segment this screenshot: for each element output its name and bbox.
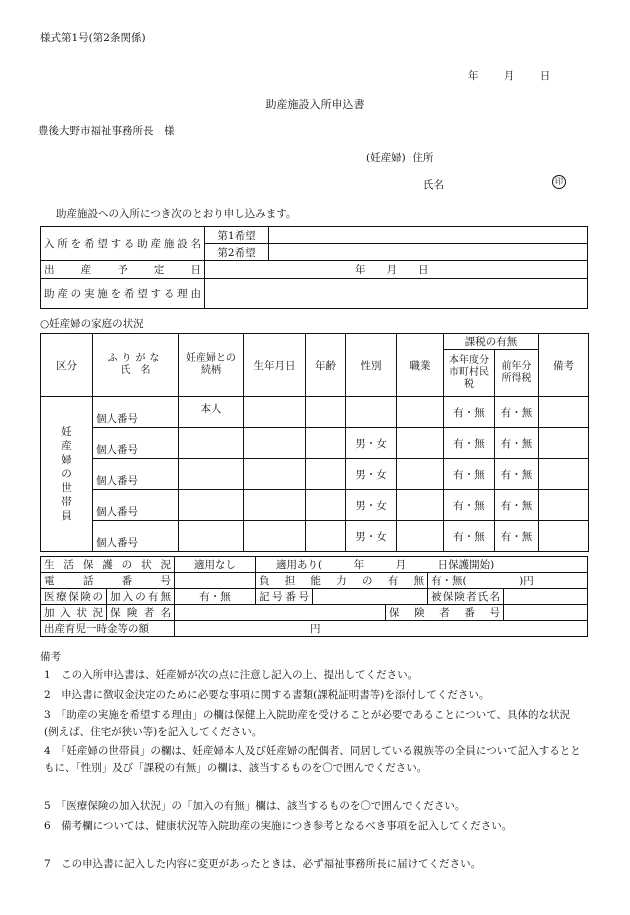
reason-label: 助産の実施を希望する理由 <box>41 279 205 309</box>
sex-field[interactable]: 男・女 <box>346 459 397 490</box>
date-year-label: 年 <box>468 70 479 82</box>
birth-field[interactable] <box>244 397 306 428</box>
job-field[interactable] <box>397 428 444 459</box>
lumpsum-field[interactable] <box>175 621 588 637</box>
note-item: 2 申込書に徴収金決定のために必要な事項に関する書類(課税証明書等)を添付してください。 <box>44 689 490 701</box>
notes-field[interactable] <box>539 428 589 459</box>
tax-current-header: 本年度分市町村民税 <box>444 350 495 397</box>
id-number-label: 個人番号 <box>96 537 138 549</box>
tax-prev-header: 前年分所得税 <box>495 350 539 397</box>
tax-prev-field[interactable]: 有・無 <box>495 521 539 552</box>
first-choice-label: 第1希望 <box>205 227 269 244</box>
tax-prev-field[interactable]: 有・無 <box>495 397 539 428</box>
reason-field[interactable] <box>205 279 588 309</box>
notes-field[interactable] <box>539 397 589 428</box>
family-table <box>40 333 589 552</box>
welfare-none-option[interactable]: 適用なし <box>175 557 256 573</box>
furigana-header: ふりがな <box>107 353 164 364</box>
sex-header: 性別 <box>346 334 397 397</box>
birth-field[interactable] <box>244 521 306 552</box>
notes-field[interactable] <box>539 521 589 552</box>
tax-current-field[interactable]: 有・無 <box>444 428 495 459</box>
symbol-number-field[interactable] <box>313 589 428 605</box>
household-label: 妊産婦の世帯員 <box>61 426 72 522</box>
insurance-label-bottom: 加入状況 <box>41 605 107 621</box>
id-number-label: 個人番号 <box>96 413 138 425</box>
id-number-label: 個人番号 <box>96 506 138 518</box>
notes-field[interactable] <box>539 459 589 490</box>
household-label-cell <box>41 397 93 552</box>
note-item: 3 「助産の実施を希望する理由」の欄は保健上入院助産を受けることが必要であることについて、具体的な状況(例えば、住宅が狭い等)を記入してください。 <box>44 709 571 738</box>
applicant-name-label: 氏名 <box>423 179 444 191</box>
member-field[interactable] <box>93 521 179 552</box>
burden-field[interactable]: 有・無( )円 <box>428 573 588 589</box>
facility-table <box>40 226 588 309</box>
age-field[interactable] <box>306 521 346 552</box>
age-header: 年齢 <box>306 334 346 397</box>
note-item: 4 「妊産婦の世帯員」の欄は、妊産婦本人及び妊産婦の配偶者、同居している親族等の全員について記入するとともに、「性別」及び「課税の有無」の欄は、該当するものを〇で囲んでください。 <box>44 745 581 774</box>
insurance-label-top: 医療保険の <box>41 589 107 605</box>
symbol-number-label: 記号番号 <box>256 589 313 605</box>
date-day-label: 日 <box>539 70 551 82</box>
due-date-format: 年 月 日 <box>355 264 429 276</box>
name-header <box>93 334 179 397</box>
sex-field[interactable]: 男・女 <box>346 521 397 552</box>
phone-label: 電 話 番 号 <box>41 573 175 589</box>
intro-text: 助産施設への入所につき次のとおり申し込みます。 <box>56 208 297 220</box>
welfare-label: 生活保護の状況 <box>41 557 175 573</box>
job-field[interactable] <box>397 397 444 428</box>
second-choice-label: 第2希望 <box>205 244 269 261</box>
tax-current-field[interactable]: 有・無 <box>444 490 495 521</box>
note-item: 5 「医療保険の加入状況」の「加入の有無」欄は、該当するものを〇で囲んでください。 <box>44 800 466 812</box>
applicant-label: (妊産婦) <box>366 152 406 164</box>
id-number-label: 個人番号 <box>96 444 138 456</box>
relation-field[interactable] <box>179 521 244 552</box>
enrollment-field[interactable]: 有・無 <box>175 589 256 605</box>
age-field[interactable] <box>306 428 346 459</box>
seal-mark: 印 <box>552 175 566 189</box>
relation-field[interactable] <box>179 459 244 490</box>
full-name-header: 氏 名 <box>120 365 151 376</box>
job-field[interactable] <box>397 459 444 490</box>
note-item: 1 この入所申込書は、妊産婦が次の点に注意し記入の上、提出してください。 <box>44 669 419 681</box>
enrollment-label: 加入の有無 <box>107 589 175 605</box>
insurer-field[interactable] <box>175 605 386 621</box>
id-number-label: 個人番号 <box>96 475 138 487</box>
relation-field[interactable] <box>179 490 244 521</box>
lumpsum-label: 出産育児一時金等の額 <box>41 621 175 637</box>
addressee: 豊後大野市福祉事務所長 様 <box>38 125 175 137</box>
note-item: 7 この申込書に記入した内容に変更があったときは、必ず福祉事務所長に届けてください。 <box>44 858 482 870</box>
document-title: 助産施設入所申込書 <box>265 98 365 111</box>
tax-current-field[interactable]: 有・無 <box>444 397 495 428</box>
form-number: 様式第1号(第2条関係) <box>40 32 146 44</box>
member-field[interactable] <box>93 490 179 521</box>
age-field[interactable] <box>306 397 346 428</box>
status-table <box>40 556 588 637</box>
birth-field[interactable] <box>244 428 306 459</box>
job-field[interactable] <box>397 490 444 521</box>
birth-header: 生年月日 <box>244 334 306 397</box>
insured-name-field[interactable] <box>504 589 588 605</box>
member-field[interactable] <box>93 428 179 459</box>
category-header: 区分 <box>41 334 93 397</box>
date-line <box>468 68 550 83</box>
applicant-address-row <box>366 150 433 165</box>
second-choice-field[interactable] <box>269 244 588 261</box>
address-label: 住所 <box>412 152 434 164</box>
birth-field[interactable] <box>244 490 306 521</box>
burden-label: 負担能力の有無 <box>256 573 428 589</box>
member-field[interactable] <box>93 397 179 428</box>
sex-field[interactable]: 男・女 <box>346 428 397 459</box>
insured-name-label: 被保険者氏名 <box>428 589 504 605</box>
tax-prev-field[interactable]: 有・無 <box>495 428 539 459</box>
family-section-title: ○妊産婦の家庭の状況 <box>40 318 144 330</box>
phone-field[interactable] <box>175 573 256 589</box>
insurer-number-field[interactable] <box>504 605 588 621</box>
age-field[interactable] <box>306 459 346 490</box>
notes-title: 備考 <box>40 651 61 663</box>
notes-field[interactable] <box>539 490 589 521</box>
note-item: 6 備考欄については、健康状況等入院助産の実施につき参考となるべき事項を記入してください。 <box>44 820 513 832</box>
relation-field[interactable]: 本人 <box>179 397 244 428</box>
relation-field[interactable] <box>179 428 244 459</box>
age-field[interactable] <box>306 490 346 521</box>
member-field[interactable] <box>93 459 179 490</box>
job-field[interactable] <box>397 521 444 552</box>
insurer-number-label: 保険者番号 <box>386 605 504 621</box>
birth-field[interactable] <box>244 459 306 490</box>
facility-label: 入所を希望する助産施設名 <box>41 227 205 261</box>
tax-prev-field[interactable]: 有・無 <box>495 490 539 521</box>
tax-current-field[interactable]: 有・無 <box>444 459 495 490</box>
sex-field[interactable] <box>346 397 397 428</box>
tax-current-field[interactable]: 有・無 <box>444 521 495 552</box>
first-choice-field[interactable] <box>269 227 588 244</box>
sex-field[interactable]: 男・女 <box>346 490 397 521</box>
relation-header: 妊産婦との続柄 <box>179 334 244 397</box>
date-month-label: 月 <box>503 70 515 82</box>
notes-header: 備考 <box>539 334 589 397</box>
tax-header: 課税の有無 <box>444 334 539 350</box>
job-header: 職業 <box>397 334 444 397</box>
insurer-label: 保険者名 <box>107 605 175 621</box>
welfare-applied-option[interactable]: 適用あり( 年 月 日保護開始) <box>256 557 588 573</box>
due-date-field[interactable] <box>205 261 588 279</box>
tax-prev-field[interactable]: 有・無 <box>495 459 539 490</box>
due-date-label: 出 産 予 定 日 <box>41 261 205 279</box>
lumpsum-unit: 円 <box>310 623 321 635</box>
